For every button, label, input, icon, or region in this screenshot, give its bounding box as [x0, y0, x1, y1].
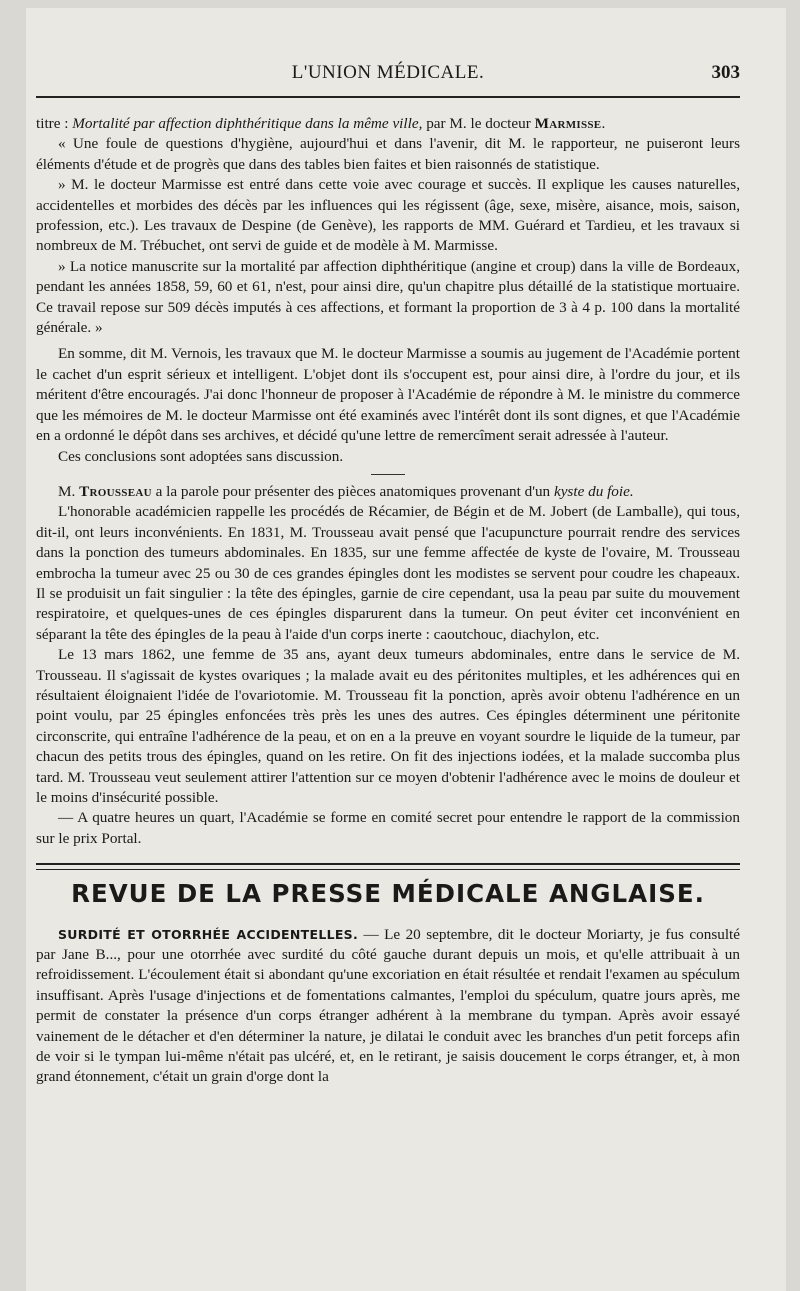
- text-run: a la parole pour présenter des pièces anatomiques provenant d'un: [151, 482, 554, 500]
- paragraph-adopted: Ces conclusions sont adoptées sans discussion.: [58, 447, 344, 465]
- author-name: Marmisse: [534, 115, 602, 132]
- separator-rule: [371, 474, 405, 475]
- speaker-name: Trousseau: [79, 482, 152, 500]
- article-body: [36, 114, 740, 1088]
- paragraph-surdite: [36, 925, 740, 1088]
- text-run: .: [601, 115, 606, 132]
- paragraph-title-continuation: [36, 114, 740, 134]
- paragraph-quote-1: « Une foule de questions d'hygiène, aujourd'hui et dans l'avenir, dit M. le rapporteur, ne puiseront leurs éléments d'étude et de progrès que dans des tables bien faites et bien raisonnés de statistique.: [36, 135, 740, 173]
- section-title: REVUE DE LA PRESSE MÉDICALE ANGLAISE.: [71, 879, 705, 909]
- text-run: titre :: [36, 115, 73, 132]
- paragraph-quote-2: » M. le docteur Marmisse est entré dans cette voie avec courage et succès. Il explique les causes naturelles, accidentelles et morbides des décès par les influences qui les régissent (âge, sexe, misère, aisance, mois, saison, profession, etc.). Les travaux de Despine (de Genève), les rapports de MM. Guérard et Tardieu, et les travaux si nombreux de M. Trébuchet, ont servi de guide et de modèle à M. Marmisse.: [36, 176, 740, 255]
- paragraph-secret-committee: — A quatre heures un quart, l'Académie se forme en comité secret pour entendre le rapport de la commission sur le prix Portal.: [36, 809, 740, 847]
- paragraph-conclusion: En somme, dit M. Vernois, les travaux que M. le docteur Marmisse a soumis au jugement de l'Académie portent le cachet d'un esprit sérieux et intelligent. L'objet dont ils s'occupent est, pour ainsi dire, à l'ordre du jour, et ils méritent d'être encouragés. J'ai donc l'honneur de proposer à l'Académie de répondre à M. le ministre du commerce que les mémoires de M. le docteur Marmisse ont été examinés avec l'intérêt dont ils sont dignes, et que l'Académie en a ordonné le dépôt dans ses archives, et décidé qu'une lettre de remercîment serait adressée à l'auteur.: [36, 345, 740, 445]
- text-run: — Le 20 septembre, dit le docteur Moriarty, je fus consulté par Jane B..., pour une otorrhée avec surdité du côté gauche durant depuis un mois, et qu'elle attribuait à un refroidissement. L'écoulement était si abondant qu'une excoriation en était résultée et rendait l'examen au spéculum insuffisant. Après l'usage d'injections et de fomentations calmantes, l'emploi du spéculum, quatre jours après, me permit de constater la présence d'un corps étranger adhérent à la membrane du tympan. Après avoir essayé vainement de le détacher et d'en déterminer la nature, je dilatai le conduit avec les branches d'un petit forceps afin de voir si le tympan lui-même n'était pas ulcéré, et, en le retirant, je saisis doucement le corps étranger, et, à mon grand étonnement, c'était un grain d'orge dont la: [36, 925, 740, 1086]
- italic-title: Mortalité par affection diphthéritique dans la même ville,: [72, 115, 423, 132]
- section-divider: [36, 863, 740, 870]
- paragraph-case: Le 13 mars 1862, une femme de 35 ans, ayant deux tumeurs abdominales, entre dans le service de M. Trousseau. Il s'agissait de kystes ovariques ; la malade avait eu des péritonites multiples, et les adhérences qui en résultaient éloignaient l'idée de l'ovariotomie. M. Trousseau fit la ponction, après avoir obtenu l'adhérence en un point voulu, par 25 épingles enfoncées très près les unes des autres. Ces épingles déterminent une péritonite circonscrite, qui entraîne l'adhérence de la peau, et on en a la preuve en voyant sourdre le liquide de la tumeur, par chacun des petits trous des épingles, quand on les retire. On fit des injections iodées, et la malade succomba plus tard. M. Trousseau veut seulement attirer l'attention sur ce moyen d'obtenir l'adhérence avec le moins de douleur et le moins d'insécurité possible.: [36, 646, 740, 806]
- page-number: 303: [711, 62, 740, 83]
- article-lead: SURDITÉ ET OTORRHÉE ACCIDENTELLES.: [58, 926, 359, 942]
- paragraph-procedures: L'honorable académicien rappelle les procédés de Récamier, de Bégin et de M. Jobert (de Lamballe), qui tous, dit-il, ont leurs inconvénients. En 1831, M. Trousseau avait pensé que l'acupuncture pourrait rendre des services dans la ponction des tumeurs abdominales. En 1835, sur une femme affectée de kyste de l'ovaire, M. Trousseau embrocha la tumeur avec 25 ou 30 de ces grandes épingles dont les modistes se servent pour coudre les chapeaux. Il se produisit un fait singulier : la tête des épingles, garnie de cire cependant, usa la peau par suite du mouvement respiratoire, et quelques-unes de ces épingles disparurent dans la tumeur. On peut éviter cet inconvénient en séparant la tête des épingles de la peau à l'aide d'un corps inerte : caoutchouc, diachylon, etc.: [36, 503, 740, 643]
- text-run: par M. le docteur: [422, 115, 535, 132]
- header-rule: [36, 96, 740, 98]
- text-run: M.: [58, 482, 80, 500]
- paragraph-trousseau-intro: [36, 482, 740, 502]
- page-header: [36, 62, 740, 92]
- paragraph-quote-3: » La notice manuscrite sur la mortalité par affection diphthéritique (angine et croup) dans la ville de Bordeaux, pendant les années 1858, 59, 60 et 61, n'est, pour ainsi dire, qu'un chapitre plus détaillé de la statistique mortuaire. Ce travail repose sur 509 décès imputés à ces affections, et formant la proportion de 3 à 4 p. 100 dans la mortalité générale. »: [36, 257, 740, 337]
- italic-subject: kyste du foie.: [553, 482, 634, 500]
- running-title: L'UNION MÉDICALE.: [291, 62, 485, 83]
